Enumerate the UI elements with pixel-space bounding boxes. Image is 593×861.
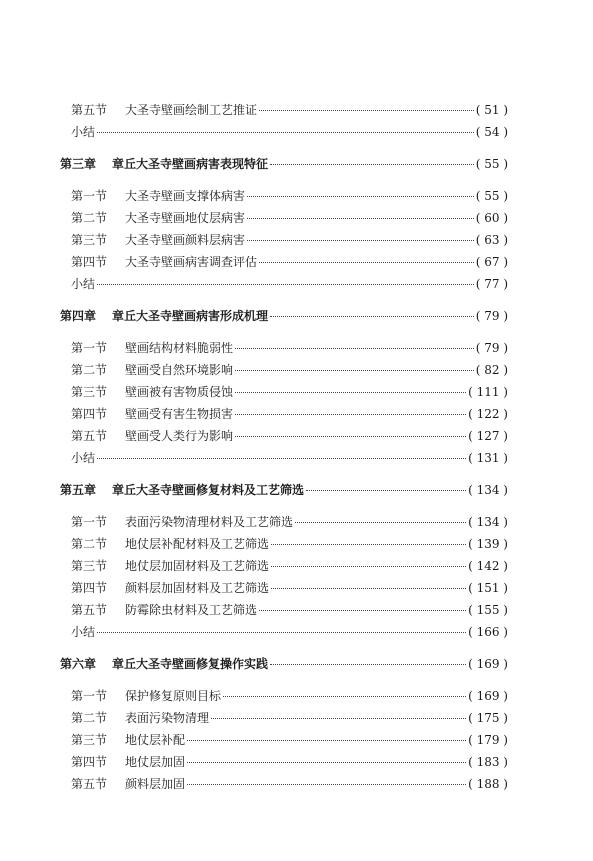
section-number: 第五节 (71, 103, 108, 117)
toc-summary-entry (71, 124, 508, 140)
toc-section-entry (71, 254, 508, 270)
toc-section-entry (71, 428, 508, 444)
section-title: 大圣寺壁画地仗层病害 (125, 211, 246, 225)
section-title: 壁画受有害生物损害 (125, 407, 234, 421)
page-number: ( 155 ) (468, 603, 508, 617)
section-title: 地仗层补配材料及工艺筛选 (125, 537, 270, 551)
page-number: ( 179 ) (468, 733, 508, 747)
toc-section-entry (71, 406, 508, 422)
section-title: 大圣寺壁画病害调查评估 (125, 255, 258, 269)
dot-leader (271, 566, 466, 567)
toc-section-entry (71, 710, 508, 726)
dot-leader (271, 588, 466, 589)
dot-leader (259, 262, 474, 263)
section-number: 第四节 (71, 755, 108, 769)
page-number: ( 169 ) (468, 689, 508, 703)
page-number: ( 127 ) (468, 429, 508, 443)
section-title: 表面污染物清理材料及工艺筛选 (125, 515, 294, 529)
dot-leader (270, 316, 474, 317)
section-number: 第一节 (71, 341, 108, 355)
section-number: 第四节 (71, 255, 108, 269)
section-number: 第一节 (71, 515, 108, 529)
page-number: ( 79 ) (475, 341, 508, 355)
section-title: 地仗层补配 (125, 733, 186, 747)
section-number: 第五节 (71, 603, 108, 617)
section-title: 大圣寺壁画颜料层病害 (125, 233, 246, 247)
section-title: 颜料层加固 (125, 777, 186, 791)
toc-section-entry (71, 580, 508, 596)
toc-chapter-entry (60, 482, 508, 498)
section-number: 第二节 (71, 711, 108, 725)
toc-section-entry (71, 514, 508, 530)
page-number: ( 82 ) (475, 363, 508, 377)
toc-summary-entry (71, 450, 508, 466)
page-number: ( 67 ) (475, 255, 508, 269)
section-number: 第五节 (71, 777, 108, 791)
chapter-number: 第六章 (60, 657, 97, 671)
page-number: ( 183 ) (468, 755, 508, 769)
dot-leader (259, 610, 466, 611)
section-title: 壁画被有害物质侵蚀 (125, 385, 234, 399)
section-number: 第三节 (71, 233, 108, 247)
page-number: ( 134 ) (468, 483, 508, 497)
toc-section-entry (71, 232, 508, 248)
page-number: ( 122 ) (468, 407, 508, 421)
chapter-title: 章丘大圣寺壁画修复材料及工艺筛选 (112, 483, 305, 497)
section-number: 第一节 (71, 689, 108, 703)
page-number: ( 51 ) (475, 103, 508, 117)
toc-chapter-entry (60, 656, 508, 672)
section-title: 大圣寺壁画支撑体病害 (125, 189, 246, 203)
dot-leader (247, 218, 474, 219)
section-title: 壁画受自然环境影响 (125, 363, 234, 377)
chapter-number: 第五章 (60, 483, 97, 497)
toc-section-entry (71, 340, 508, 356)
dot-leader (211, 718, 466, 719)
section-title: 小结 (71, 451, 96, 465)
page-number: ( 131 ) (468, 451, 508, 465)
section-number: 第三节 (71, 385, 108, 399)
toc-section-entry (71, 536, 508, 552)
section-title: 地仗层加固 (125, 755, 186, 769)
section-number: 第一节 (71, 189, 108, 203)
section-title: 小结 (71, 125, 96, 139)
dot-leader (306, 490, 466, 491)
toc-summary-entry (71, 276, 508, 292)
chapter-title: 章丘大圣寺壁画病害形成机理 (112, 309, 269, 323)
section-title: 表面污染物清理 (125, 711, 210, 725)
section-number: 第五节 (71, 429, 108, 443)
section-title: 小结 (71, 625, 96, 639)
section-number: 第三节 (71, 733, 108, 747)
toc-section-entry (71, 776, 508, 792)
page-number: ( 55 ) (475, 189, 508, 203)
chapter-title: 章丘大圣寺壁画病害表现特征 (112, 157, 269, 171)
section-number: 第二节 (71, 537, 108, 551)
toc-section-entry (71, 732, 508, 748)
dot-leader (235, 414, 466, 415)
toc-section-entry (71, 384, 508, 400)
dot-leader (187, 740, 466, 741)
chapter-title: 章丘大圣寺壁画修复操作实践 (112, 657, 269, 671)
dot-leader (270, 164, 474, 165)
dot-leader (235, 348, 474, 349)
section-title: 颜料层加固材料及工艺筛选 (125, 581, 270, 595)
dot-leader (235, 370, 474, 371)
section-number: 第四节 (71, 407, 108, 421)
page-number: ( 111 ) (468, 385, 508, 399)
toc-chapter-entry (60, 308, 508, 324)
toc-section-entry (71, 362, 508, 378)
dot-leader (235, 436, 466, 437)
page-number: ( 169 ) (468, 657, 508, 671)
page-number: ( 77 ) (475, 277, 508, 291)
dot-leader (223, 696, 466, 697)
page-number: ( 79 ) (475, 309, 508, 323)
dot-leader (235, 392, 466, 393)
dot-leader (270, 664, 466, 665)
chapter-number: 第三章 (60, 157, 97, 171)
chapter-number: 第四章 (60, 309, 97, 323)
dot-leader (259, 110, 474, 111)
dot-leader (295, 522, 466, 523)
page-number: ( 139 ) (468, 537, 508, 551)
toc-section-entry (71, 602, 508, 618)
section-title: 大圣寺壁画绘制工艺推证 (125, 103, 258, 117)
dot-leader (97, 284, 474, 285)
dot-leader (187, 762, 466, 763)
page-number: ( 60 ) (475, 211, 508, 225)
toc-section-entry (71, 754, 508, 770)
section-number: 第四节 (71, 581, 108, 595)
section-title: 壁画结构材料脆弱性 (125, 341, 234, 355)
toc-section-entry (71, 558, 508, 574)
section-number: 第二节 (71, 363, 108, 377)
toc-section-entry (71, 102, 508, 118)
page-number: ( 166 ) (468, 625, 508, 639)
dot-leader (97, 458, 466, 459)
page-number: ( 175 ) (468, 711, 508, 725)
dot-leader (247, 240, 474, 241)
section-title: 壁画受人类行为影响 (125, 429, 234, 443)
page-number: ( 142 ) (468, 559, 508, 573)
dot-leader (247, 196, 474, 197)
dot-leader (187, 784, 466, 785)
page-number: ( 63 ) (475, 233, 508, 247)
toc-section-entry (71, 688, 508, 704)
dot-leader (271, 544, 466, 545)
page-number: ( 188 ) (468, 777, 508, 791)
toc-chapter-entry (60, 156, 508, 172)
section-number: 第三节 (71, 559, 108, 573)
page-number: ( 134 ) (468, 515, 508, 529)
section-title: 防霉除虫材料及工艺筛选 (125, 603, 258, 617)
toc-section-entry (71, 210, 508, 226)
section-title: 保护修复原则目标 (125, 689, 222, 703)
dot-leader (97, 632, 466, 633)
section-title: 地仗层加固材料及工艺筛选 (125, 559, 270, 573)
toc-summary-entry (71, 624, 508, 640)
section-title: 小结 (71, 277, 96, 291)
page-number: ( 55 ) (475, 157, 508, 171)
toc-section-entry (71, 188, 508, 204)
section-number: 第二节 (71, 211, 108, 225)
page-number: ( 54 ) (475, 125, 508, 139)
page-number: ( 151 ) (468, 581, 508, 595)
dot-leader (97, 132, 474, 133)
